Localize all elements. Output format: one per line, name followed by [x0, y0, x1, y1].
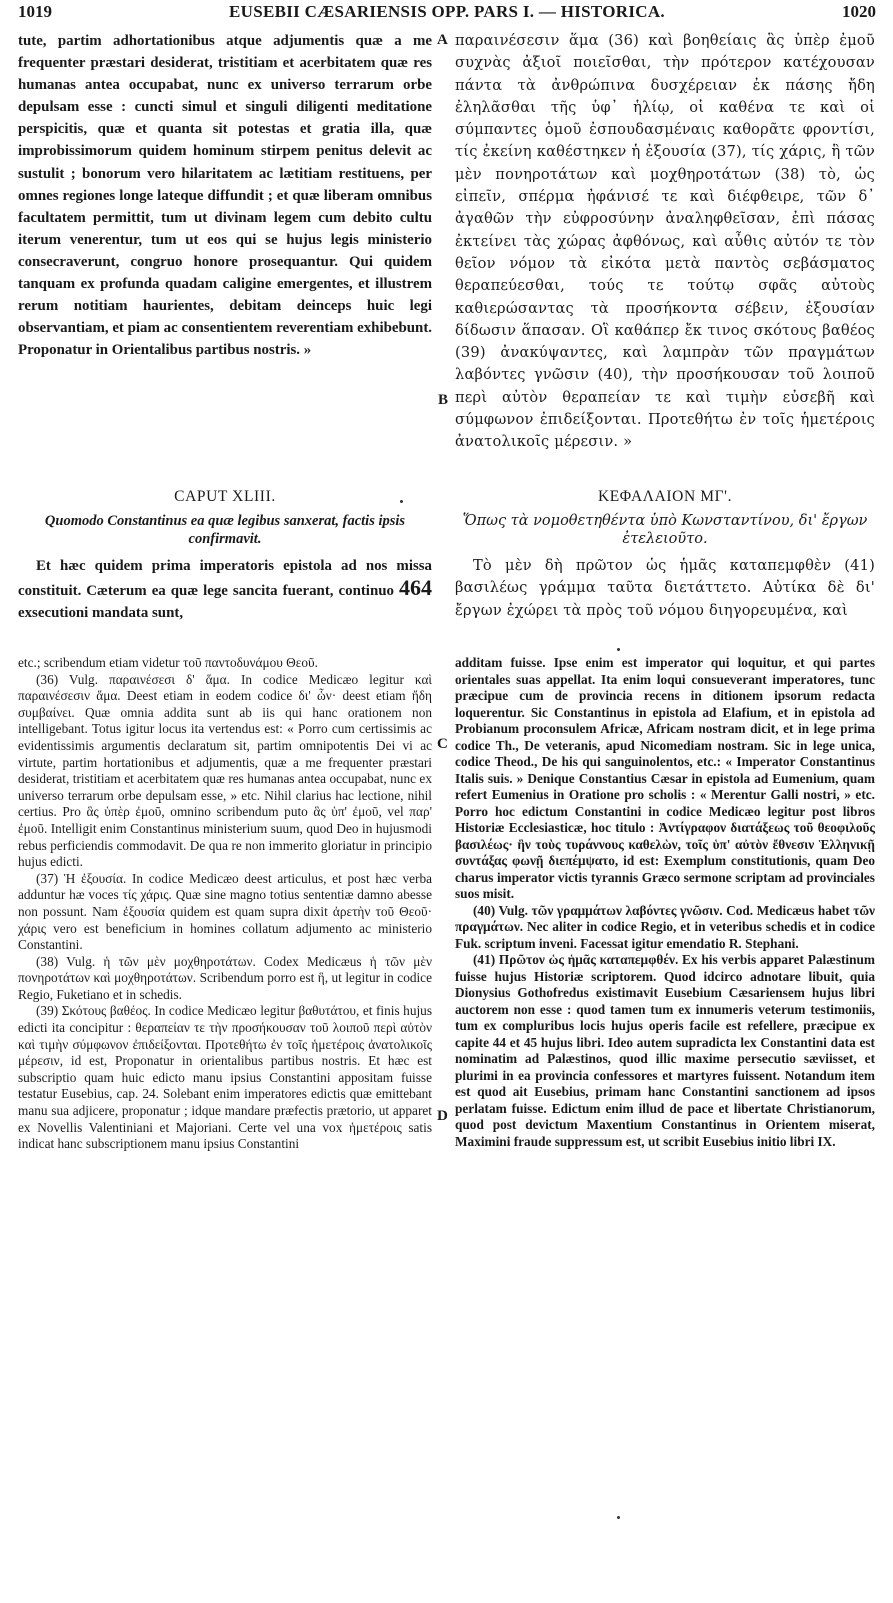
- footnote-38: (38) Vulg. ἡ τῶν μὲν μοχθηροτάτων. Codex Medicæus ἡ τῶν μὲν πονηροτάτων καὶ μοχθηροτάτων. Scribendum porro est ἣ, ut legitur in codice Regio, Fuketiano et in schedis.: [18, 953, 432, 1002]
- page-number-right: 1020: [842, 2, 876, 21]
- stray-mark: [400, 500, 403, 503]
- chapter-text-greek: Τὸ μὲν δὴ πρῶτον ὡς ἡμᾶς καταπεμφθὲν (41) βασιλέως γράμμα ταῦτα διετάττετο. Αὐτίκα δὲ δι' ἔργων ἐχώρει τὰ πρὸς τοῦ νόμου διηγορευμένα, καὶ: [455, 557, 875, 619]
- latin-translation-text: tute, partim adhortationibus atque adjumentis quæ a me frequenter præstari desiderat, tristitiam et acerbitatem quæ res humanas antea occupabat, nunc ex universo terrarum orbe depulsam esse : cuncti simul et singuli diligenti meditatione perspicitis, quæ et quanta sit potestas et gratia illa, quæ improbissimorum quidem hominum stirpem penitus delevit ac sustulit ; bonorum vero hilaritatem ac lætitiam restituens, per omnes regiones longe lateque diffundit ; et quæ liberam omnibus facultatem permittit, tum ut divinam legem cum debito cultu iterum venerentur, tum ut eos qui se hujus legis ministerio consecraverunt, congruo honore prosequantur. Qui quidem tanquam ex profunda quadam caligine emergentes, et illustrem rerum notitiam haurientes, debitam deinceps huic legi observantiam, et piam ac consentientem reverentiam exhibebunt. Proponatur in Orientalibus partibus nostris. »: [18, 33, 432, 359]
- footnotes-left: [18, 655, 432, 1153]
- footnote-39: (39) Σκότους βαθέος. In codice Medicæo legitur βαθυτάτου, et finis hujus edicti ita concipitur : θεραπείαν τε τὴν προσήκουσαν τοῦ λοιποῦ περὶ αὐτὸν καὶ τιμὴν σύμφωνον ἐπιδείξονται. Προτεθήτω ἐν τοῖς ἡμετέροις ἀνατολικοῖς μέρεσιν, id est, Proponatur in orientalibus partibus nostris. Et hæc est subscriptio quam huic edicto manu ipsius Constantini appositam fuisse testatur Eusebius, cap. 24. Solebant enim imperatores edictis quæ emittebant manu sua adjicere, proponatur ; idque mandare præfectis prætorio, ut apparet ex Novellis Valentiniani et Majoriani. Certe vel una vox ἡμετέροις satis indicat hanc subscriptionem manu ipsius Constantini: [18, 1003, 432, 1152]
- footnote-39-continuation: additam fuisse. Ipse enim est imperator qui loquitur, et qui partes orientales suas appellat. Ita enim loqui consueverant imperatores, tunc præcipue cum de provincia recens in ditionem ipsorum redacta loquerentur. Sic Constantinus in epistola ad Elafium, et in epistola ad Probianum proconsulem Africæ, Africam nostram dicit, et in lege prima codice Th., De veteranis, apud Nicomediam nostram. Sic in lege unica, codice Theod., De his qui sanguinolentos, etc.: « Imperator Constantinus Italis suis. » Denique Constantius Cæsar in epistola ad Eumenium, quam refert Eumenius in Oratione pro scholis : « Merentur Galli nostri, » etc. Porro hoc edictum Constantini in codice Medicæo legitur post libros Historiæ Ecclesiasticæ, hoc titulo : Ἀντίγραφον διατάξεως τοῦ θεοφιλοῦς βασιλέως· ἣν τοὺς τυράννους καθελὼν, τοῖς ὑπ' αὐτὸν ἔθνεσιν Ἑλληνικῇ συντάξας φωνῇ διεπέμψατο, id est: Exemplum constitutionis, quam Deo charus imperator victis tyrannis Græco sermone scriptam ad provinciales suos misit.: [455, 655, 875, 901]
- stray-mark: [617, 1516, 620, 1519]
- greek-text: παραινέσεσιν ἅμα (36) καὶ βοηθείαις ἃς ὑπὲρ ἐμοῦ συχνὰς ἀξιοῖ ποιεῖσθαι, τὴν πρότερον κατέχουσαν πάντα τὰ ἀνθρώπινα δυσχέρειαν ἐκ πάσης ἤδη ἐληλᾶσθαι τῆς ὑφ᾽ ἡλίῳ, οἱ καθένα τε καὶ οἱ σύμπαντες ὁμοῦ ἐσπουδασμέναις καθορᾶτε φροντίσι, τίς ἐκείνη καθέστηκεν ἡ ἐξουσία (37), τίς χάρις, ἣ τῶν μὲν πονηροτάτων καὶ μοχθηροτάτων (38) τὸ, ὡς εἰπεῖν, σπέρμα ἠφάνισέ τε καὶ διέφθειρε, τῶν δ᾽ ἀγαθῶν τὴν εὐφροσύνην ἀναληφθεῖσαν, ἐπὶ πάσας ἐκτείνει τὰς χώρας ἀφθόνως, καὶ αὖθις αὐτόν τε τὸν θεῖον νόμον τὰ εἰκότα μετὰ παντὸς σεβάσματος θεραπεύεσθαι, τούς τε τούτῳ σφᾶς αὐτοὺς καθιερώσαντας τὰ προσήκοντα σέβειν, ἐξουσίαν δίδωσιν ἅπασαν. Οἳ καθάπερ ἔκ τινος σκότους βαθέος (39) ἀνακύψαντες, καὶ λαμπρὰν τῶν πραγμάτων λαβόντες γνῶσιν (40), τὴν προσήκουσαν τοῦ λοιποῦ περὶ αὐτὸν θεραπείαν τε καὶ τιμὴν εὐσεβῆ καὶ σύμφωνον ἐπιδείξονται. Προτεθήτω ἐν τοῖς ἡμετέροις ἀνατολικοῖς μέρεσιν. »: [455, 32, 875, 451]
- footnote-continuation: etc.; scribendum etiam videtur τοῦ παντοδυνάμου Θεοῦ.: [18, 655, 318, 670]
- margin-letter-b: B: [438, 392, 449, 408]
- footnote-37: (37) Ἡ ἐξουσία. In codice Medicæo deest articulus, et post hæc verba adduntur hæ voces τίς χάρις. Quæ sine magno totius sententiæ damno abesse non possunt. Nam ἐξουσία quidem est quam supra dixit ἀρετὴν τοῦ Θεοῦ· χάρις vero est beneficium in homines collatum adjumento ac ministerio Constantini.: [18, 870, 432, 953]
- page-number-left: 1019: [18, 2, 52, 21]
- chapter-heading-latin: CAPUT XLIII.: [174, 488, 276, 505]
- margin-letter-a: A: [437, 32, 448, 48]
- chapter-heading-greek: ΚΕΦΑΛΑΙΟΝ ΜΓ'.: [597, 488, 733, 505]
- chapter-subtitle-latin: Quomodo Constantinus ea quæ legibus sanxerat, factis ipsis confirmavit.: [44, 513, 406, 547]
- margin-letter-c: C: [437, 736, 448, 752]
- footnotes-right: [455, 655, 875, 1150]
- running-title: EUSEBII CÆSARIENSIS OPP. PARS I. — HISTORICA.: [229, 2, 665, 21]
- chapter-subtitle-greek: Ὅπως τὰ νομοθετηθέντα ὑπὸ Κωνσταντίνου, δι' ἔργων ἐτελειοῦτο.: [462, 513, 868, 547]
- margin-letter-d: D: [437, 1108, 448, 1124]
- chapter-text-latin: Et hæc quidem prima imperatoris epistola ad nos missa constituit. Cæterum ea quæ lege sancita fuerant, continuo 464 exsecutioni mandata sunt,: [18, 558, 432, 622]
- running-header: [18, 2, 876, 28]
- footnote-36: (36) Vulg. παραινέσεσι δ' ἅμα. In codice Medicæo legitur καὶ παραινέσεσιν ἅμα. Deest etiam in eodem codice δι' ὧν· deest etiam ἤδη συμβαίνει. Quæ omnia addita sunt ab iis qui hanc orationem non intelligebant. Totus igitur locus ita vertendus est: « Porro cum certissimis ac evidentissimis argumentis declaratum sit, partim omnipotentis Dei vi ac virtute, partim hortationibus et adjumentis, quæ a me frequenter præstari desiderat, tristitiam et acerbitatem quæ res humanas antea occupabat, nunc ex universo terrarum orbe depulsam esse, » etc. Nihil clarius hac lectione, nihil certius. Pro ἃς ὑπὲρ ἐμοῦ, omnino scribendum puto ἃς ὑπ' ἐμοῦ, vel παρ' ἐμοῦ. Intelligit enim Constantinus ministerium suum, quod Deo in hujusmodi rebus perficiendis commodavit. De qua re non immerito gloriatur in principio hujus edicti.: [18, 671, 432, 870]
- footnote-40: (40) Vulg. τῶν γραμμάτων λαβόντες γνῶσιν. Cod. Medicæus habet τῶν πραγμάτων. Nec aliter in codice Regio, et in veteribus schedis et in codice Fuk. scriptum inveni. Facessat igitur emendatio R. Stephani.: [455, 902, 875, 951]
- footnote-41: (41) Πρῶτον ὡς ἡμᾶς καταπεμφθέν. Ex his verbis apparet Palæstinum fuisse hujus Historiæ scriptorem. Quod idcirco adnotare libuit, quia Dionysius Gothofredus existimavit Eusebium Cæsariensem hujus libri auctorem non esse : quod tamen tum ex innumeris veterum testimoniis, tum ex compluribus locis hujus operis facile est refellere, præcipue ex capite 44 et 45 hujus libri. Ideo autem supradicta lex Constantini data est nominatim ad Palæstinos, quod illic maxime persecutio sæviisset, et plurimi in ea provincia confessores et martyres fuissent. Notandum item est quod ait Eusebius, primam hanc Constantini sanctionem ad ipsos perlatam fuisse. Edictum enim illud de pace et libertate Christianorum, quod post devictum Maxentium Constantinus in Orientem miserat, Maximini fraude suppressum est, ut scribit Eusebius initio libri IX.: [455, 952, 875, 1149]
- folio-number: 464: [399, 575, 432, 601]
- stray-mark: [617, 648, 620, 651]
